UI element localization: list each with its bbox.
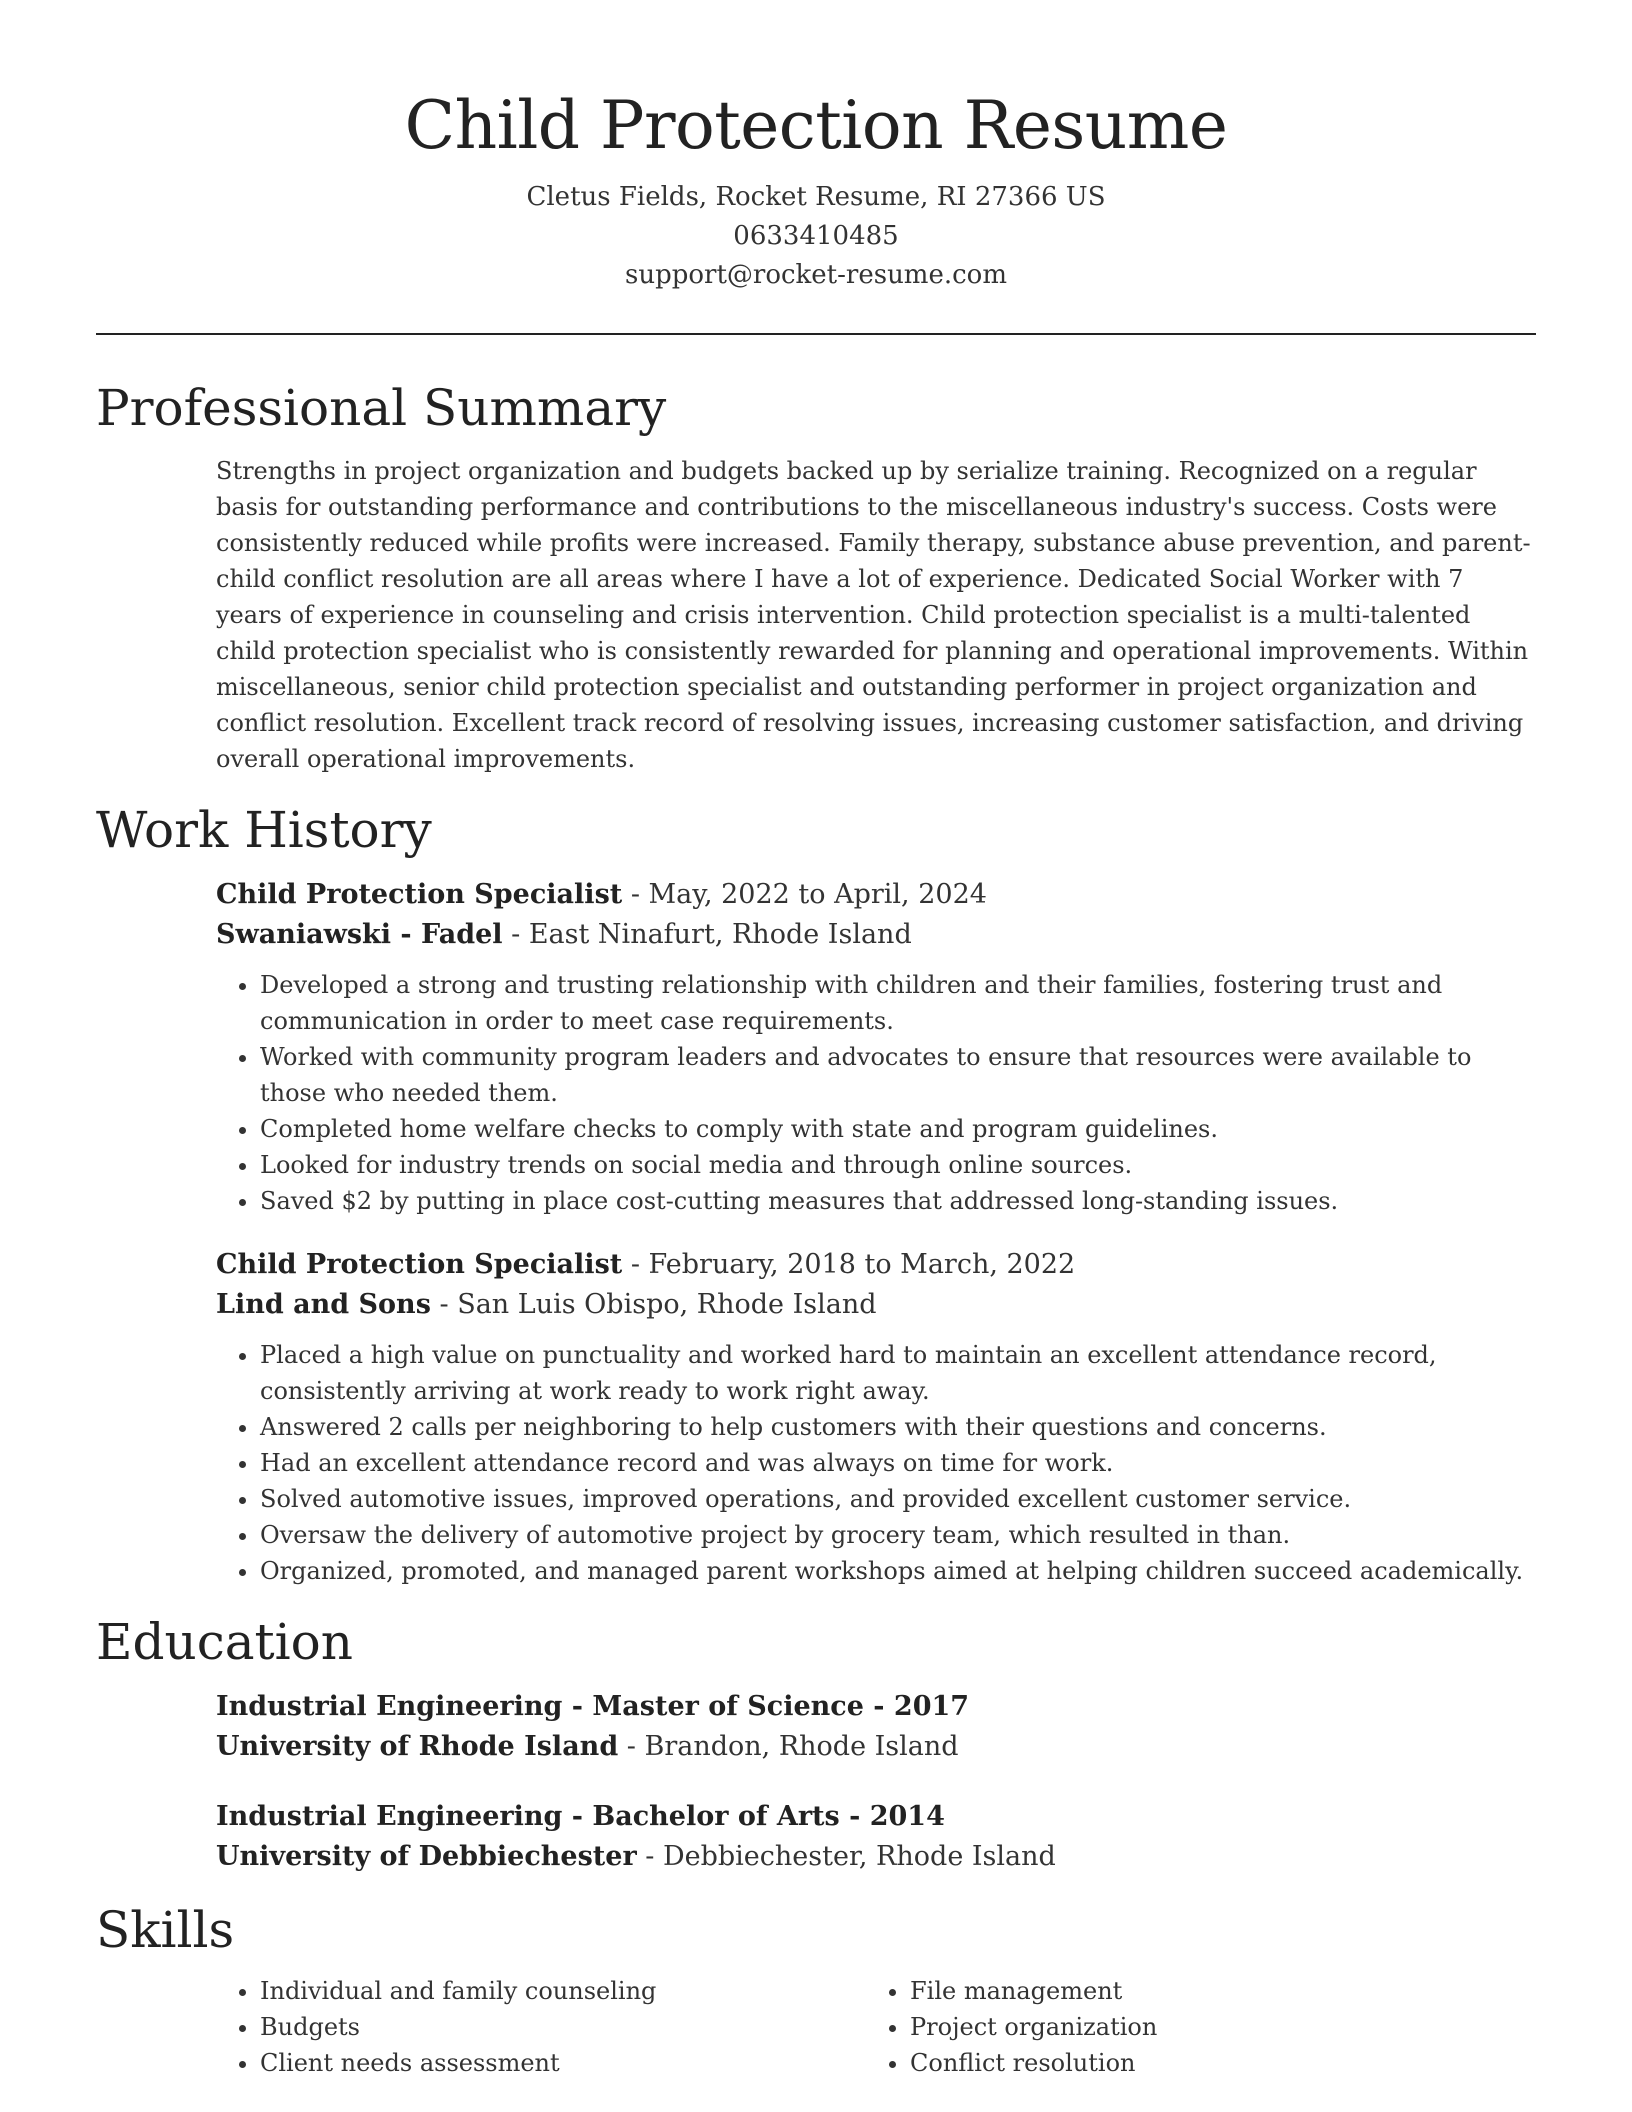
contact-email: support@rocket-resume.com [624, 260, 1007, 290]
skill-item: • Budgets [260, 2009, 866, 2045]
education-entry [216, 1687, 1536, 1767]
job-dates: - February, 2018 to March, 2022 [622, 1249, 1076, 1280]
skills-section [96, 1899, 1536, 2081]
skills-column-left [216, 1973, 866, 2081]
skill-item: • Project organization [910, 2009, 1516, 2045]
job-bullets [216, 967, 1536, 1219]
job-title-line [216, 875, 1536, 915]
job-bullet: • Looked for industry trends on social media and through online sources. [260, 1147, 1536, 1183]
resume-page [96, 0, 1536, 2081]
education-degree: Industrial Engineering - Bachelor of Arts - 2014 [216, 1801, 945, 1832]
skills-column-right [866, 1973, 1516, 2081]
job-bullet: • Completed home welfare checks to comply with state and program guidelines. [260, 1111, 1536, 1147]
job-bullet: • Answered 2 calls per neighboring to help customers with their questions and concerns. [260, 1409, 1536, 1445]
skill-item: • File management [910, 1973, 1516, 2009]
education-school-line [216, 1837, 1536, 1877]
job-title: Child Protection Specialist [216, 1249, 623, 1280]
job-bullet: • Developed a strong and trusting relationship with children and their families, fostering trust and communication in order to meet case requirements. [260, 967, 1536, 1039]
skills-list-left [216, 1973, 866, 2081]
job-title-line [216, 1245, 1536, 1285]
summary-body [216, 453, 1536, 777]
skills-grid [216, 1973, 1536, 2081]
education-degree: Industrial Engineering - Master of Science - 2017 [216, 1691, 970, 1722]
job-bullet: • Had an excellent attendance record and was always on time for work. [260, 1445, 1536, 1481]
job-location: - East Ninafurt, Rhode Island [502, 919, 912, 950]
job-org-line [216, 915, 1536, 955]
job-bullets [216, 1337, 1536, 1589]
skills-heading: Skills [96, 1901, 235, 1959]
job-company: Lind and Sons [216, 1289, 431, 1320]
job-bullet: • Placed a high value on punctuality and worked hard to maintain an excellent attendance record, consistently arriving at work ready to work right away. [260, 1337, 1536, 1409]
education-location: - Brandon, Rhode Island [618, 1731, 959, 1762]
skill-item: • Individual and family counseling [260, 1973, 866, 2009]
work-history-section [96, 799, 1536, 1589]
contact-block [96, 178, 1536, 295]
education-school: University of Debbiechester [216, 1841, 637, 1872]
job-entry [216, 1245, 1536, 1589]
contact-address: Cletus Fields, Rocket Resume, RI 27366 US [526, 182, 1106, 212]
job-company: Swaniawski - Fadel [216, 919, 503, 950]
education-school-line [216, 1727, 1536, 1767]
education-school: University of Rhode Island [216, 1731, 619, 1762]
job-bullet: • Oversaw the delivery of automotive project by grocery team, which resulted in than. [260, 1517, 1536, 1553]
summary-heading: Professional Summary [96, 379, 667, 437]
job-dates: - May, 2022 to April, 2024 [622, 879, 987, 910]
skills-list-right [866, 1973, 1516, 2081]
job-bullet: • Saved $2 by putting in place cost-cutting measures that addressed long-standing issues. [260, 1183, 1536, 1219]
job-bullet: • Worked with community program leaders and advocates to ensure that resources were available to those who needed them. [260, 1039, 1536, 1111]
education-location: - Debbiechester, Rhode Island [636, 1841, 1056, 1872]
job-bullet: • Solved automotive issues, improved operations, and provided excellent customer service. [260, 1481, 1536, 1517]
education-entry [216, 1797, 1536, 1877]
job-title: Child Protection Specialist [216, 879, 623, 910]
job-entry [216, 875, 1536, 1219]
job-org-line [216, 1285, 1536, 1325]
skill-item: • Client needs assessment [260, 2045, 866, 2081]
skill-item: • Conflict resolution [910, 2045, 1516, 2081]
header-divider [96, 333, 1536, 335]
education-section [96, 1611, 1536, 1877]
summary-section [96, 377, 1536, 777]
resume-title: Child Protection Resume [404, 87, 1228, 164]
summary-text: Strengths in project organization and budgets backed up by serialize training. Recognized on a regular basis for outstanding performance and contributions to the miscellaneous industry's success. Costs were consistently reduced while profits were increased. Family therapy, substance abuse prevention, and parent-child conflict resolution are all areas where I have a lot of experience. Dedicated Social Worker with 7 years of experience in counseling and crisis intervention. Child protection specialist is a multi-talented child protection specialist who is consistently rewarded for planning and operational improvements. Within miscellaneous, senior child protection specialist and outstanding performer in project organization and conflict resolution. Excellent track record of resolving issues, increasing customer satisfaction, and driving overall operational improvements. [216, 457, 1531, 773]
job-location: - San Luis Obispo, Rhode Island [430, 1289, 877, 1320]
contact-phone: 0633410485 [733, 221, 899, 251]
resume-header [96, 0, 1536, 295]
work-history-heading: Work History [96, 801, 432, 859]
education-heading: Education [96, 1613, 353, 1671]
job-bullet: • Organized, promoted, and managed parent workshops aimed at helping children succeed academically. [260, 1553, 1536, 1589]
